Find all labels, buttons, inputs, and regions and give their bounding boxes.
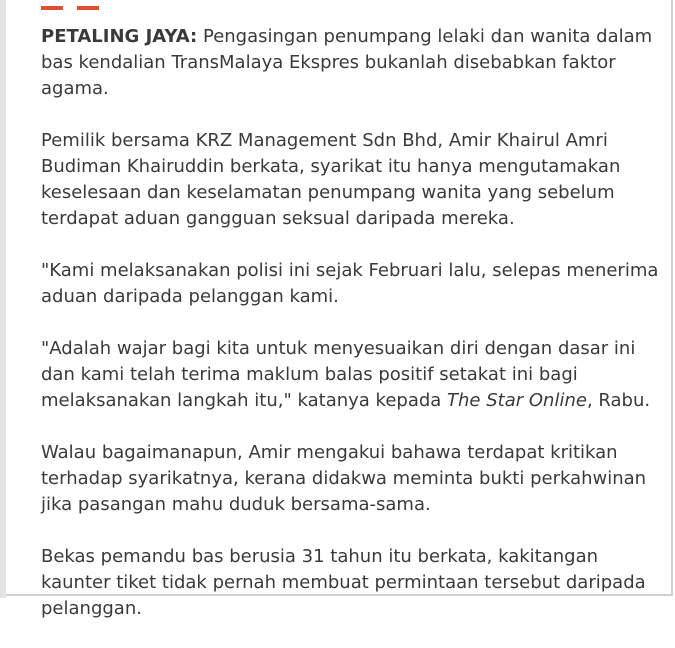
paragraph-4-end: , Rabu. bbox=[586, 390, 651, 411]
source-publication: The Star Online bbox=[447, 390, 587, 411]
article-paragraph-6: Bekas pemandu bas berusia 31 tahun itu berkata, kakitangan kaunter tiket tidak pernah membuat permintaan tersebut daripada pelanggan. bbox=[41, 546, 646, 619]
paragraph-1-text: Pengasingan penumpang lelaki dan wanita dalam bas kendalian TransMalaya Ekspres bukanlah disebabkan faktor agama. bbox=[41, 26, 653, 99]
article-paragraph-1 bbox=[41, 24, 661, 102]
accent-bar-right bbox=[77, 6, 99, 10]
article-body bbox=[41, 24, 661, 648]
article-paragraph-3: "Kami melaksanakan polisi ini sejak Februari lalu, selepas menerima aduan daripada pelanggan kami. bbox=[41, 260, 659, 307]
accent-bar-left bbox=[41, 6, 63, 10]
article-paragraph-4 bbox=[41, 336, 661, 414]
paragraph-4-quote: "Adalah wajar bagi kita untuk menyesuaikan diri dengan dasar ini dan kami telah terima maklum balas positif setakat ini bagi melaksanakan langkah itu," katanya kepada bbox=[41, 338, 636, 411]
dateline: PETALING JAYA: bbox=[41, 26, 198, 47]
article-paragraph-2: Pemilik bersama KRZ Management Sdn Bhd, Amir Khairul Amri Budiman Khairuddin berkata, syarikat itu hanya mengutamakan keselesaan dan keselamatan penumpang wanita yang sebelum terdapat aduan gangguan seksual daripada mereka. bbox=[41, 130, 621, 229]
article-paragraph-5: Walau bagaimanapun, Amir mengakui bahawa terdapat kritikan terhadap syarikatnya, kerana didakwa meminta bukti perkahwinan jika pasangan mahu duduk bersama-sama. bbox=[41, 442, 647, 515]
left-border bbox=[0, 0, 6, 598]
